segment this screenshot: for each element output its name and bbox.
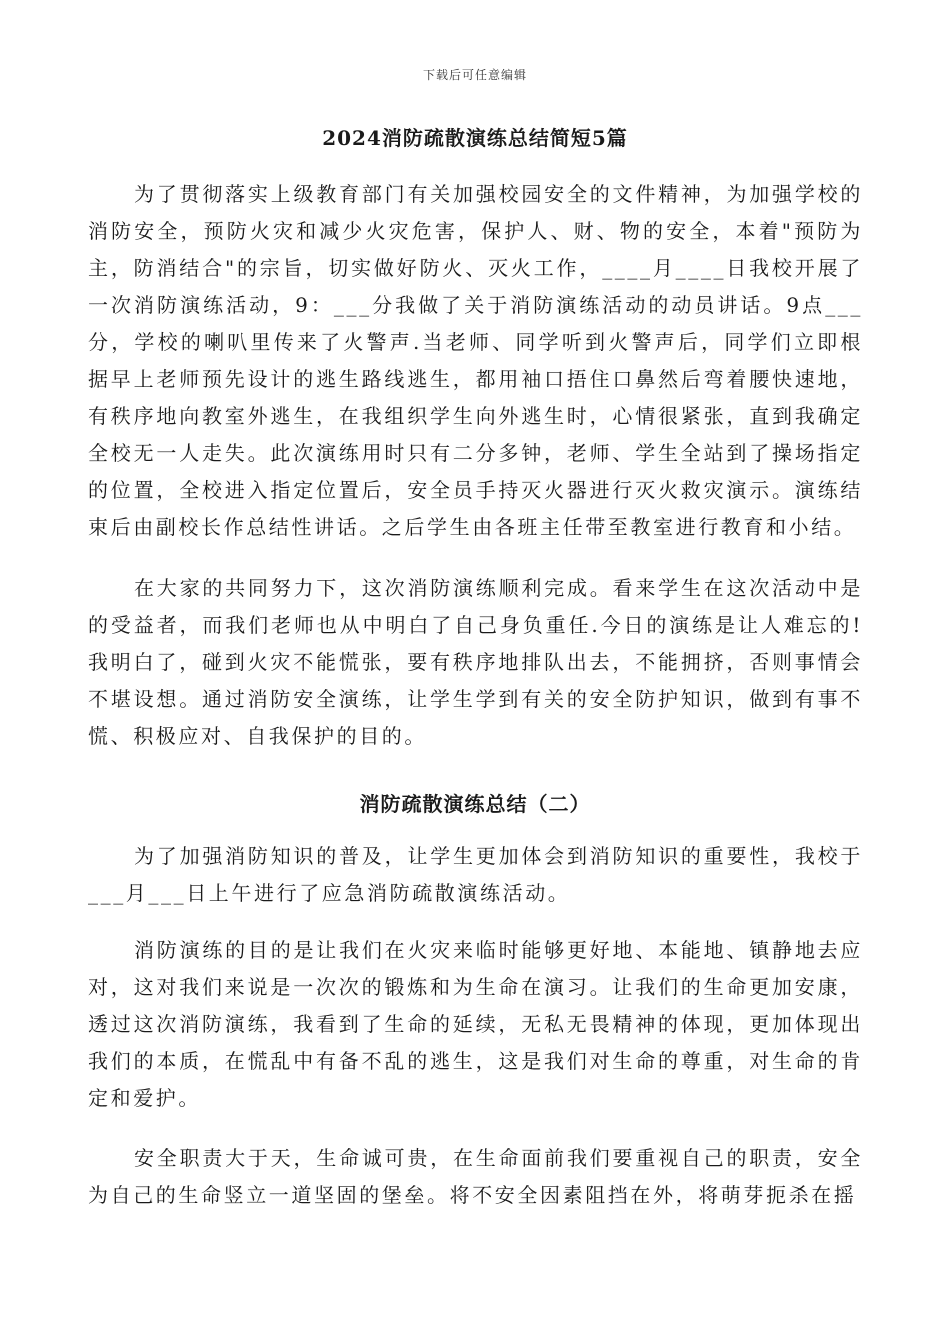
paragraph-1: 为了贯彻落实上级教育部门有关加强校园安全的文件精神，为加强学校的消防安全，预防火灾和减少火灾危害，保护人、财、物的安全，本着"预防为主，防消结合"的宗旨，切实做好防火、灭火工作，____月____日我校开展了一次消防演练活动，9：___分我做了关于消防演练活动的动员讲话。9点___分，学校的喇叭里传来了火警声.当老师、同学听到火警声后，同学们立即根据早上老师预先设计的逃生路线逃生，都用袖口捂住口鼻然后弯着腰快速地，有秩序地向教室外逃生，在我组织学生向外逃生时，心情很紧张，直到我确定全校无一人走失。此次演练用时只有二分多钟，老师、学生全站到了操场指定的位置，全校进入指定位置后，安全员手持灭火器进行灭火救灾演示。演练结束后由副校长作总结性讲话。之后学生由各班主任带至教室进行教育和小结。 (88, 182, 863, 539)
section-two-title: 消防疏散演练总结（二） (359, 792, 591, 816)
header-note: 下载后可任意编辑 (422, 68, 527, 82)
document-title: 2024消防疏散演练总结简短5篇 (322, 126, 628, 150)
paragraph-3: 为了加强消防知识的普及，让学生更加体会到消防知识的重要性，我校于___月___日上午进行了应急消防疏散演练活动。 (88, 844, 863, 905)
paragraph-4: 消防演练的目的是让我们在火灾来临时能够更好地、本能地、镇静地去应对，这对我们来说是一次次的锻炼和为生命在演习。让我们的生命更加安康，透过这次消防演练，我看到了生命的延续，无私无畏精神的体现，更加体现出我们的本质，在慌乱中有备不乱的逃生，这是我们对生命的尊重，对生命的肯定和爱护。 (88, 938, 863, 1110)
paragraph-5: 安全职责大于天，生命诚可贵，在生命面前我们要重视自己的职责，安全为自己的生命竖立一道坚固的堡垒。将不安全因素阻挡在外，将萌芽扼杀在摇 (88, 1146, 863, 1207)
paragraph-2: 在大家的共同努力下，这次消防演练顺利完成。看来学生在这次活动中是的受益者，而我们老师也从中明白了自己身负重任.今日的演练是让人难忘的!我明白了，碰到火灾不能慌张，要有秩序地排队出去，不能拥挤，否则事情会不堪设想。通过消防安全演练，让学生学到有关的安全防护知识，做到有事不慌、积极应对、自我保护的目的。 (88, 576, 863, 748)
